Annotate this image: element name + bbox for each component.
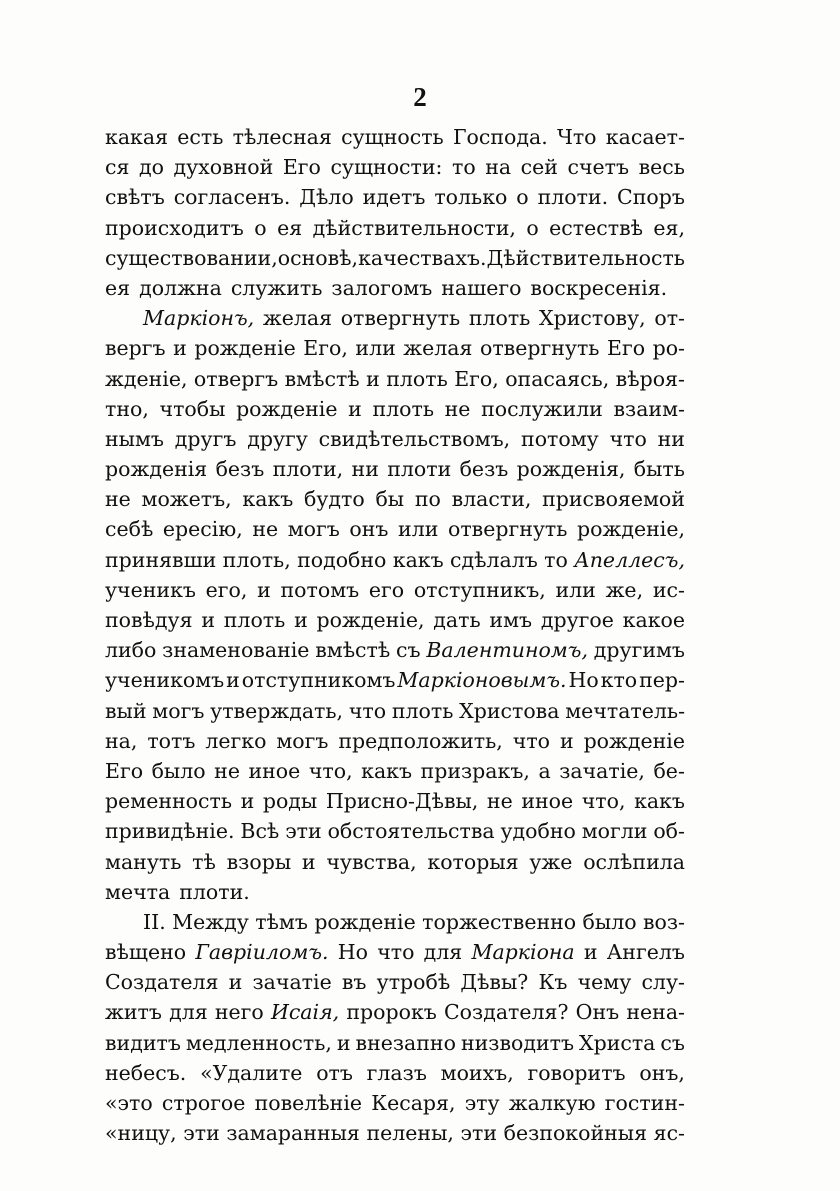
word: небесъ. [105, 1060, 187, 1085]
word: ея [277, 215, 303, 240]
word: отвергъ [193, 366, 279, 391]
word: какая [105, 125, 169, 149]
word: и [559, 728, 574, 753]
word: рожденіе, [577, 517, 685, 542]
word: которыя [427, 849, 519, 874]
word: безпокойныя [503, 1121, 648, 1146]
word: существовании, [105, 245, 278, 270]
word: плоти, [272, 457, 344, 482]
word: должна [139, 275, 222, 300]
word: безъ [215, 457, 265, 482]
word: касает- [605, 125, 685, 149]
word: идетъ [362, 185, 426, 210]
word: принявши [105, 547, 217, 572]
word: жалкую [508, 1091, 596, 1115]
word: мануть [105, 849, 182, 874]
word: на [485, 155, 512, 180]
word: Между [172, 909, 249, 934]
word: подобно [297, 547, 387, 572]
word: воз- [642, 909, 685, 934]
word: или [398, 517, 439, 542]
word: и [583, 940, 598, 965]
word: рожденіе [314, 909, 416, 934]
text-line [105, 514, 685, 544]
word: будто [304, 487, 365, 512]
word: то [544, 547, 568, 572]
word: удобно [500, 819, 576, 844]
word: ис- [652, 577, 685, 602]
word: для [169, 1000, 208, 1025]
word: что [609, 426, 647, 451]
word: зачатіе [252, 970, 332, 995]
word: по [414, 487, 441, 512]
word: рожденіе [236, 396, 338, 421]
word: не [105, 487, 131, 512]
text-line [105, 243, 685, 273]
word: пелены, [366, 1121, 454, 1146]
word: Къ [538, 970, 568, 995]
word: могъ [287, 517, 340, 542]
word: что, [308, 758, 353, 783]
text-line [105, 605, 685, 635]
word: было [151, 758, 206, 783]
word: и [366, 366, 380, 391]
word: ни [657, 426, 685, 451]
word: происходитъ [105, 215, 244, 240]
word: Но [568, 668, 599, 693]
word: и [201, 608, 215, 632]
word: и [294, 608, 308, 632]
word: Маркіонъ, [143, 306, 255, 331]
word: иное [248, 758, 301, 783]
word: качествахъ. [358, 245, 487, 270]
word: взоры [226, 849, 292, 874]
word: только [434, 185, 508, 210]
word: и [173, 336, 187, 361]
word: повелѣніе [254, 1091, 363, 1115]
word: плоть [223, 608, 286, 632]
word: него [214, 1000, 264, 1025]
word: отвергнуть [480, 336, 600, 361]
word: другу [247, 426, 308, 451]
word: какое [622, 608, 685, 632]
word: кто [600, 668, 638, 693]
text-line [105, 816, 685, 846]
word: съ [396, 638, 421, 663]
word: знаменованіе [162, 638, 310, 663]
word: роды [262, 789, 318, 814]
word: зачатіе, [559, 758, 645, 783]
text-line [105, 1028, 685, 1058]
word: Маркіона [471, 940, 575, 965]
word: ея, [653, 215, 685, 240]
word: строгое [161, 1091, 246, 1115]
word: сущность [341, 125, 444, 149]
word: было [582, 909, 637, 934]
word: рожденіе, [316, 608, 425, 632]
word: плоть, [222, 547, 291, 572]
word: Онъ [575, 1000, 620, 1025]
word: могъ [152, 698, 205, 723]
word: какъ [242, 487, 294, 512]
word: счетъ [567, 155, 630, 180]
word: Господа. [452, 125, 548, 149]
word: тотъ [147, 728, 196, 753]
word: Дѣло [299, 185, 354, 210]
text-line [105, 333, 685, 363]
word: пророкъ [346, 1000, 437, 1025]
text-line [105, 847, 685, 877]
word: или [355, 336, 396, 361]
word: Его [282, 155, 321, 180]
word: весь [638, 155, 685, 180]
word: пер- [639, 668, 685, 693]
word: не [214, 758, 240, 783]
word: другъ [174, 426, 237, 451]
word: о [516, 185, 529, 210]
word: что [377, 940, 415, 965]
word: плоть [372, 396, 434, 421]
word: замаранныя [226, 1121, 360, 1146]
word: ослѣпила [583, 849, 685, 874]
word: вмѣстѣ [315, 638, 391, 663]
word: привидѣніе. [105, 819, 235, 844]
word: съ [660, 1030, 685, 1055]
word: себѣ [105, 517, 154, 542]
word: быть [633, 457, 685, 482]
word: могъ [276, 728, 329, 753]
word: потому [521, 426, 599, 451]
word: ро- [652, 336, 685, 361]
word: чему [577, 970, 632, 995]
text-line [105, 122, 685, 152]
word: ни [351, 457, 379, 482]
word: другимъ [593, 638, 685, 663]
word: Но [337, 940, 368, 965]
word: Апеллесъ, [574, 547, 685, 572]
word: потомъ [280, 577, 360, 602]
word: Споръ [617, 185, 685, 210]
word: и [240, 789, 255, 814]
word: легко [205, 728, 267, 753]
word: естествѣ [549, 215, 643, 240]
word: плоть [386, 366, 448, 391]
word: плоти. [179, 879, 250, 904]
word: тно, [105, 396, 149, 421]
word: жденіе, [105, 366, 188, 391]
word: и [257, 577, 271, 602]
word: и [301, 849, 316, 874]
word: что [512, 728, 551, 753]
word: слу- [641, 970, 685, 995]
word: сущности: [330, 155, 443, 180]
word: то [452, 155, 476, 180]
word: согласенъ. [173, 185, 291, 210]
word: Создателя? [444, 1000, 569, 1025]
word: Всѣ [240, 819, 280, 844]
word: залогомъ [331, 275, 433, 300]
text-line [105, 303, 685, 333]
word: эту [464, 1091, 500, 1115]
word: рожденія [105, 457, 208, 482]
word: въ [341, 970, 367, 995]
word: воскресенія. [530, 275, 668, 300]
word: нена- [626, 1000, 685, 1025]
word: о [254, 215, 267, 240]
word: нашего [441, 275, 522, 300]
word: Христа [578, 1030, 656, 1055]
text-line [105, 1118, 685, 1148]
word: утверждать, [210, 698, 344, 723]
word: же, [605, 577, 644, 602]
text-line [105, 454, 685, 484]
word: Его [105, 758, 144, 783]
text-line [105, 635, 685, 665]
word: какъ [392, 547, 444, 572]
word: вѣроя- [615, 366, 685, 391]
word: плоти. [537, 185, 609, 210]
word: власти, [451, 487, 532, 512]
word: житъ [105, 1000, 162, 1025]
word: безъ [459, 457, 509, 482]
word: Валентиномъ, [426, 638, 588, 663]
word: вѣщено [105, 940, 187, 965]
word: до [138, 155, 164, 180]
word: либо [105, 638, 157, 663]
word: плоть [468, 306, 531, 331]
word: желая [262, 306, 333, 331]
word: моихъ, [440, 1060, 514, 1085]
word: призракъ, [420, 758, 530, 783]
word: Его, [454, 366, 499, 391]
text-line [105, 575, 685, 605]
word: основѣ, [277, 245, 359, 270]
word: мечтатель- [565, 698, 685, 723]
word: говоритъ [527, 1060, 626, 1085]
word: плоти [387, 457, 452, 482]
word: нымъ [105, 426, 164, 451]
word: не [444, 396, 471, 421]
word: есть [177, 125, 224, 149]
word: уже [529, 849, 573, 874]
text-line [105, 424, 685, 454]
word: обстоятельства [327, 819, 495, 844]
word: Дѣвы? [460, 970, 529, 995]
word: вый [105, 698, 147, 723]
word: о [526, 215, 539, 240]
word: дѣйствительности, [312, 215, 516, 240]
word: торжественно [422, 909, 577, 934]
word: низводитъ [460, 1030, 574, 1055]
word: Что [557, 125, 597, 149]
word: мечта [105, 879, 171, 904]
word: вмѣстѣ [284, 366, 360, 391]
word: тѣмъ [255, 909, 308, 934]
word: бы [375, 487, 405, 512]
text-line [105, 152, 685, 182]
text-line [105, 1058, 685, 1088]
text-line [105, 937, 685, 967]
word: можетъ, [141, 487, 232, 512]
word: повѣдуя [105, 608, 193, 632]
word: чтобы [159, 396, 226, 421]
word: Исаія, [270, 1000, 340, 1025]
word: а [538, 758, 551, 783]
word: внезапно [355, 1030, 456, 1055]
word: его [368, 577, 405, 602]
word: желая [403, 336, 473, 361]
word: могли [581, 819, 648, 844]
word: предположить, [338, 728, 503, 753]
word: Маркіоновымъ. [397, 668, 567, 693]
text-line [105, 364, 685, 394]
word: и [348, 396, 362, 421]
word: эти [285, 819, 322, 844]
word: его, [205, 577, 248, 602]
word: Его [606, 336, 646, 361]
word: эти [183, 1121, 220, 1146]
word: на, [105, 728, 138, 753]
text-line [105, 967, 685, 997]
word: и [226, 668, 240, 693]
word: Присно-Дѣвы, [325, 789, 479, 814]
word: отступникъ, [413, 577, 546, 602]
text-line [105, 545, 685, 575]
word: чувства, [326, 849, 417, 874]
body-text [105, 122, 685, 1148]
word: и [336, 1030, 351, 1055]
word: служить [230, 275, 323, 300]
text-line [105, 394, 685, 424]
word: вергъ [105, 336, 166, 361]
word: рожденіе [583, 728, 685, 753]
word: свѣтъ [105, 185, 165, 210]
word: отступникомъ [241, 668, 396, 693]
word: что [348, 698, 387, 723]
word: Создателя [105, 970, 219, 995]
word: эти [460, 1121, 498, 1146]
word: духовной [173, 155, 274, 180]
word: от- [654, 306, 685, 331]
word: отвергнуть [447, 517, 568, 542]
text-line [105, 182, 685, 212]
word: ся [105, 155, 130, 180]
text-line [105, 696, 685, 726]
text-line [105, 997, 685, 1027]
word: «ницу, [105, 1121, 177, 1146]
word: или [555, 577, 596, 602]
word: какъ [634, 789, 685, 814]
text-line [105, 213, 685, 243]
word: Христова [459, 698, 560, 723]
word: утробѣ [376, 970, 451, 995]
word: опасаясь, [505, 366, 610, 391]
word: «это [105, 1091, 153, 1115]
word: ученикомъ [105, 668, 225, 693]
word: Ангелъ [606, 940, 685, 965]
word: не [486, 789, 513, 814]
word: II. [143, 909, 166, 934]
word: ременность [105, 789, 232, 814]
word: присвояемой [542, 487, 685, 512]
word: рожденіе [194, 336, 296, 361]
word: медленность, [185, 1030, 332, 1055]
word: что, [581, 789, 626, 814]
word: онъ, [639, 1060, 685, 1085]
word: Гавріиломъ. [195, 940, 329, 965]
text-line [105, 756, 685, 786]
word: дать [433, 608, 481, 632]
word: для [423, 940, 463, 965]
word: послужили [481, 396, 603, 421]
word: бе- [653, 758, 685, 783]
word: Кесаря, [371, 1091, 456, 1115]
word: взаим- [613, 396, 685, 421]
word: свидѣтельствомъ, [318, 426, 511, 451]
word: онъ [349, 517, 389, 542]
word: сей [520, 155, 558, 180]
word: ученикъ [105, 577, 196, 602]
text-line [105, 877, 685, 907]
word: сдѣлалъ [450, 547, 538, 572]
text-line [105, 1088, 685, 1118]
text-line [105, 665, 685, 695]
word: глазъ [366, 1060, 427, 1085]
text-line [105, 484, 685, 514]
word: другое [540, 608, 614, 632]
text-line [105, 726, 685, 756]
word: рожденія, [516, 457, 626, 482]
word: не [252, 517, 279, 542]
text-line [105, 273, 685, 303]
word: плоть [391, 698, 454, 723]
word: об- [653, 819, 685, 844]
word: тѣлесная [232, 125, 332, 149]
word: яс- [653, 1121, 685, 1146]
word: и [228, 970, 243, 995]
text-line [105, 786, 685, 816]
word: ересію, [162, 517, 243, 542]
word: иное [521, 789, 574, 814]
word: Его, [303, 336, 348, 361]
word: ея [105, 275, 131, 300]
text-line [105, 907, 685, 937]
word: видитъ [105, 1030, 181, 1055]
word: отъ [316, 1060, 353, 1085]
word: какъ [361, 758, 413, 783]
word: Христову, [539, 306, 646, 331]
word: Дѣйствительность [486, 245, 685, 270]
word: тѣ [192, 849, 216, 874]
word: имъ [489, 608, 533, 632]
page-number: 2 [413, 82, 427, 112]
word: гостин- [604, 1091, 685, 1115]
word: «Удалите [200, 1060, 303, 1085]
word: отвергнуть [340, 306, 461, 331]
